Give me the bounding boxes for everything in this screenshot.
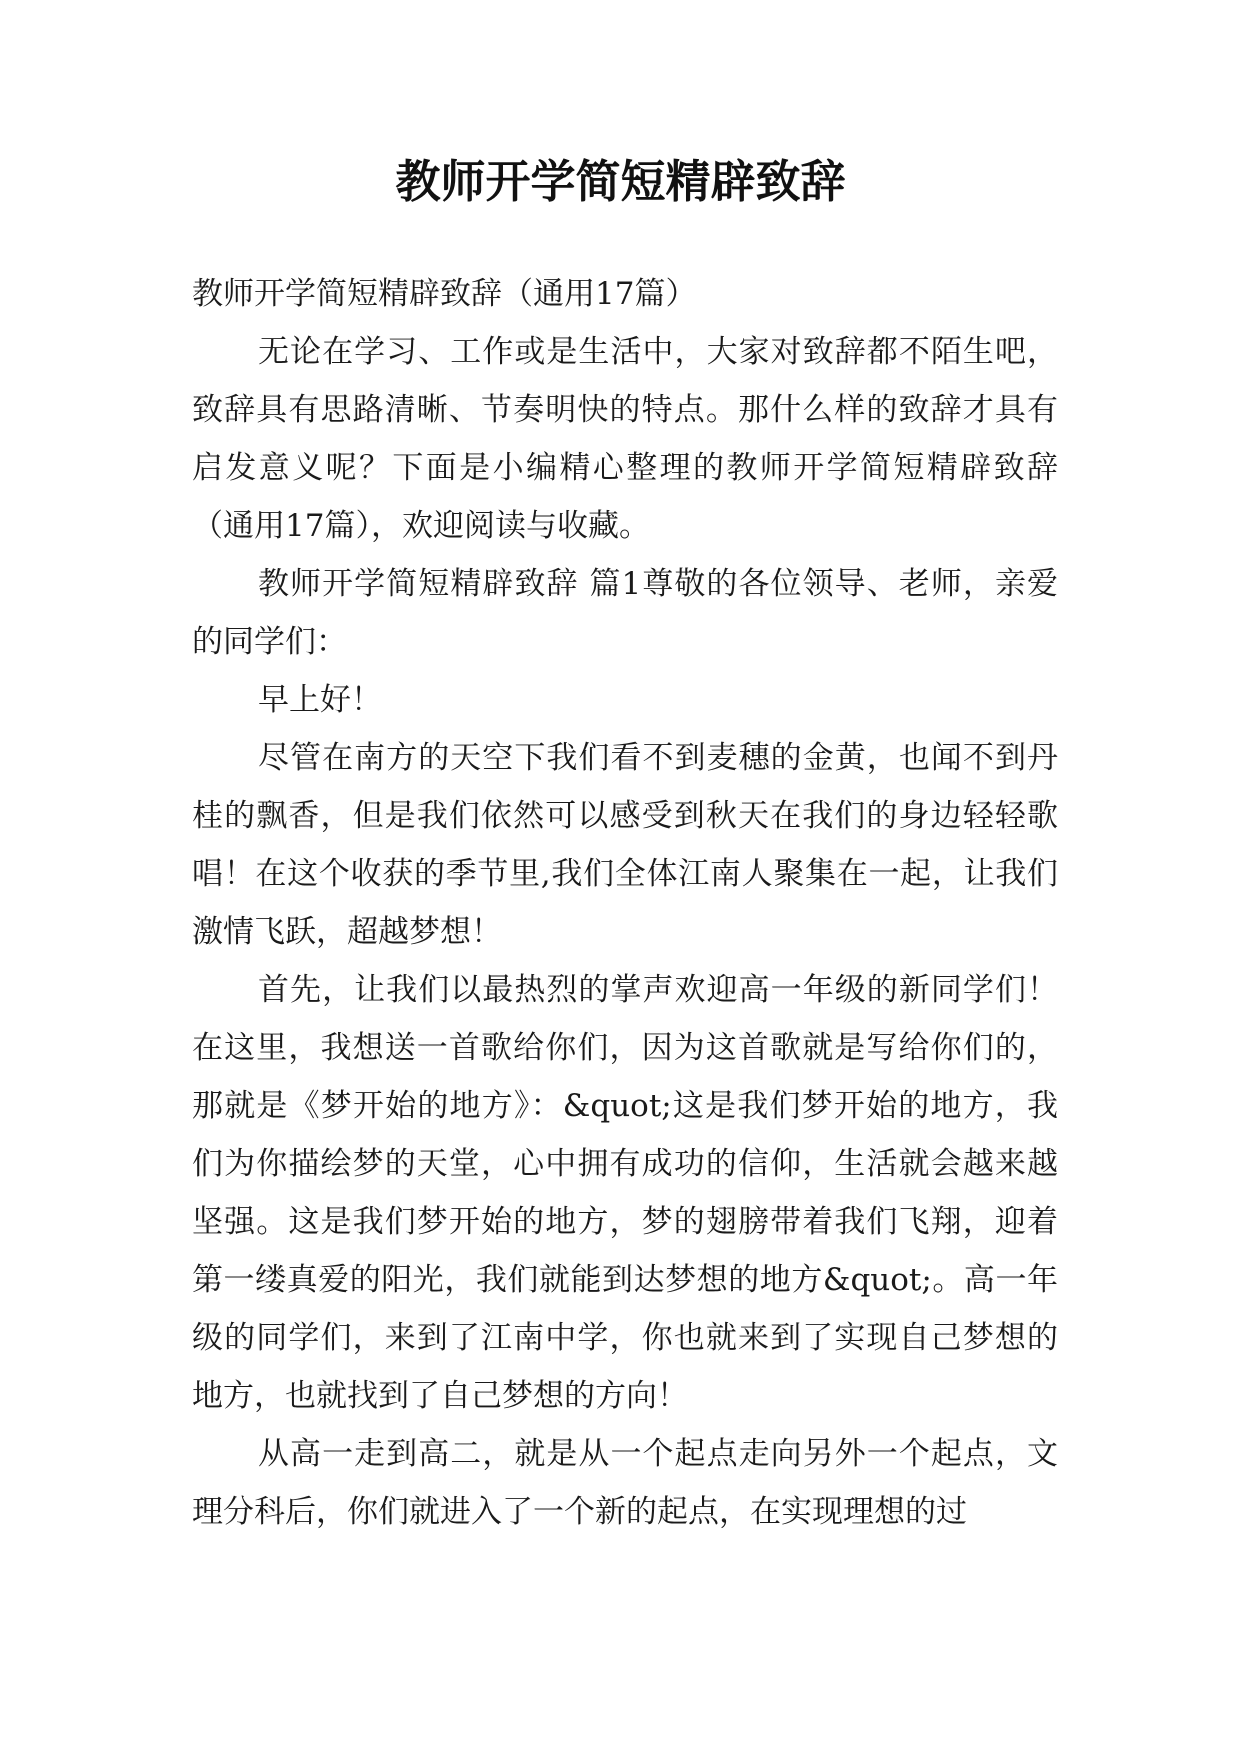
document-subtitle: 教师开学简短精辟致辞（通用17篇） <box>192 276 697 312</box>
paragraph-intro: 无论在学习、工作或是生活中，大家对致辞都不陌生吧，致辞具有思路清晰、节奏明快的特点。那什么样的致辞才具有启发意义呢？下面是小编精心整理的教师开学简短精辟致辞（通用17篇），欢迎阅读与收藏。 <box>192 334 1058 544</box>
document-title: 教师开学简短精辟致辞 <box>395 155 846 208</box>
document-body <box>192 265 1058 1541</box>
paragraph-welcome: 首先，让我们以最热烈的掌声欢迎高一年级的新同学们！在这里，我想送一首歌给你们，因为这首歌就是写给你们的，那就是《梦开始的地方》：&quot;这是我们梦开始的地方，我们为你描绘梦的天堂，心中拥有成功的信仰，生活就会越来越坚强。这是我们梦开始的地方，梦的翅膀带着我们飞翔，迎着第一缕真爱的阳光，我们就能到达梦想的地方&quot;。高一年级的同学们，来到了江南中学，你也就来到了实现自己梦想的地方，也就找到了自己梦想的方向！ <box>192 972 1058 1414</box>
paragraph-autumn: 尽管在南方的天空下我们看不到麦穗的金黄，也闻不到丹桂的飘香，但是我们依然可以感受到秋天在我们的身边轻轻歌唱！在这个收获的季节里,我们全体江南人聚集在一起，让我们激情飞跃，超越梦想！ <box>192 740 1058 950</box>
paragraph-salutation: 教师开学简短精辟致辞 篇1尊敬的各位领导、老师，亲爱的同学们： <box>192 566 1058 660</box>
paragraph-grade-two: 从高一走到高二，就是从一个起点走向另外一个起点，文理分科后，你们就进入了一个新的起点，在实现理想的过 <box>192 1436 1058 1530</box>
paragraph-greeting: 早上好！ <box>258 682 382 718</box>
